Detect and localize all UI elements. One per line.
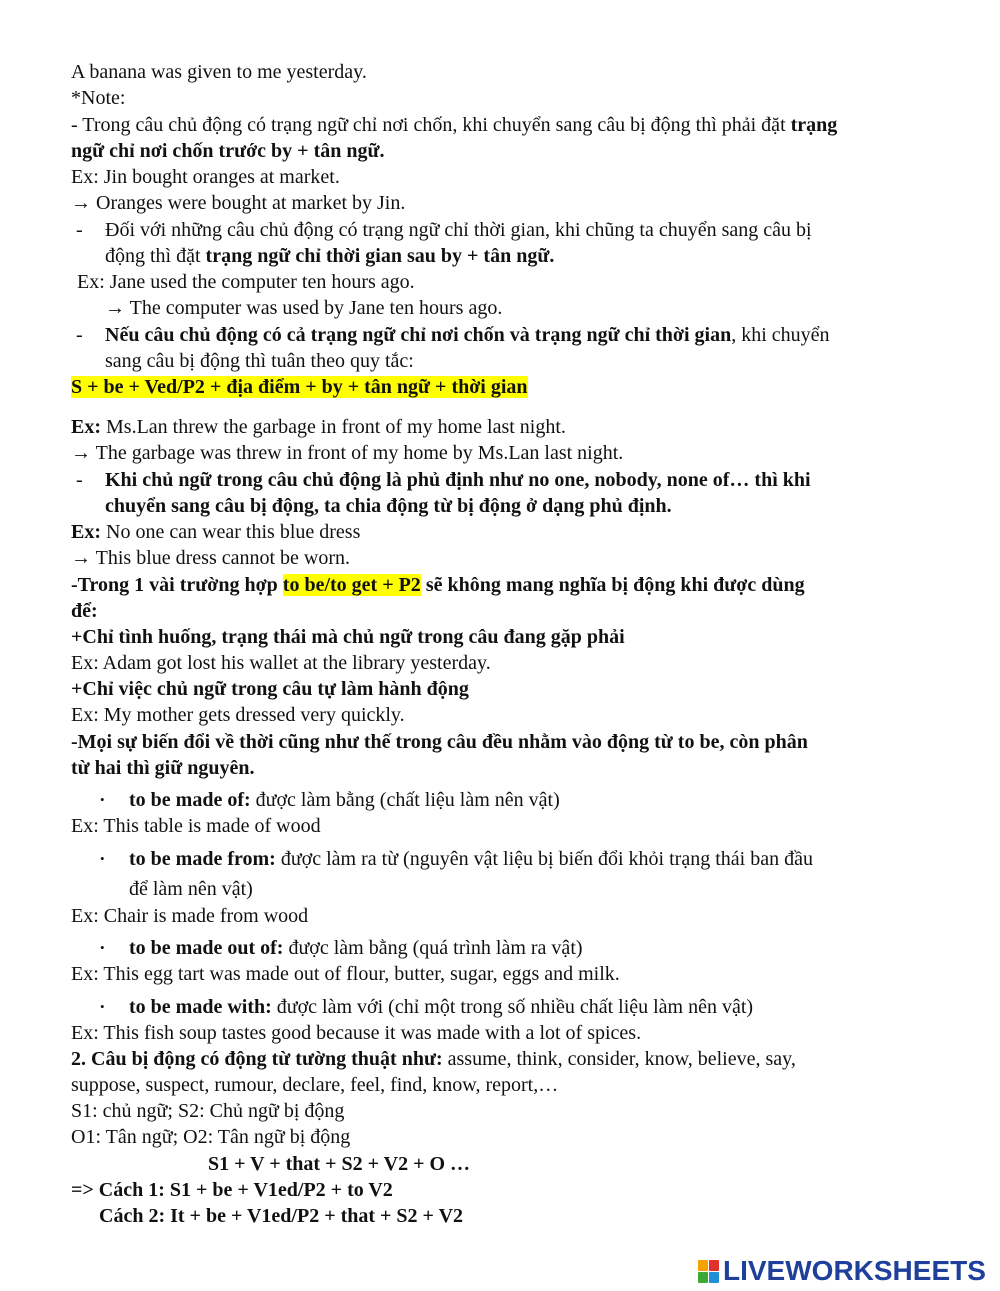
- text-span: được làm bằng (chất liệu làm nên vật): [250, 789, 560, 811]
- bullet-marker: •: [100, 851, 105, 866]
- bullet-item: [129, 994, 753, 1020]
- bullet-item: [129, 846, 813, 872]
- text-span: assume, think, consider, know, believe, say,: [442, 1048, 796, 1070]
- text-span: Ms.Lan threw the garbage in front of my home last night.: [101, 416, 566, 438]
- formula-line: Cách 2: It + be + V1ed/P2 + that + S2 + V2: [99, 1205, 464, 1227]
- bullet-item: [129, 935, 583, 961]
- example-line: Ex: This fish soup tastes good because it was made with a lot of spices.: [71, 1022, 642, 1044]
- bold-span: 2. Câu bị động có động từ tường thuật như:: [71, 1048, 443, 1070]
- bullet-marker: •: [100, 999, 105, 1014]
- text-line: ngữ chỉ nơi chốn trước by + tân ngữ.: [71, 140, 385, 162]
- answer-line: → The computer was used by Jane ten hours ago.: [105, 297, 503, 319]
- text-line: O1: Tân ngữ; O2: Tân ngữ bị động: [71, 1126, 351, 1148]
- highlighted-formula: S + be + Ved/P2 + địa điểm + by + tân ngữ + thời gian: [71, 376, 528, 398]
- formula-line: [71, 374, 528, 400]
- bold-span: Nếu câu chủ động có cả trạng ngữ chỉ nơi chốn và trạng ngữ chỉ thời gian: [105, 324, 732, 346]
- example-line: Ex: Adam got lost his wallet at the library yesterday.: [71, 652, 491, 674]
- bold-span: trạng ngữ chỉ thời gian sau by + tân ngữ.: [205, 245, 555, 267]
- bold-span: to be made from:: [129, 848, 276, 870]
- example-line: [71, 414, 566, 440]
- text-span: No one can wear this blue dress: [101, 521, 361, 543]
- ex-label: Ex:: [71, 416, 101, 438]
- dash-marker: -: [76, 469, 83, 491]
- text-line: từ hai thì giữ nguyên.: [71, 757, 255, 779]
- text-line: -Mọi sự biến đổi về thời cũng như thế trong câu đều nhằm vào động từ to be, còn phân: [71, 731, 808, 753]
- answer-line: → The garbage was threw in front of my home by Ms.Lan last night.: [71, 442, 624, 464]
- bullet-item: [129, 787, 560, 813]
- example-line: Ex: This table is made of wood: [71, 815, 321, 837]
- text-span: , khi chuyển: [731, 324, 830, 346]
- section-heading: [71, 1046, 796, 1072]
- text-line: +Chỉ việc chủ ngữ trong câu tự làm hành động: [71, 678, 469, 700]
- text-span: được làm với (chỉ một trong số nhiều chất liệu làm nên vật): [271, 996, 754, 1018]
- note-heading: *Note:: [71, 87, 126, 109]
- bold-span: to be made out of:: [129, 937, 284, 959]
- answer-line: → Oranges were bought at market by Jin.: [71, 192, 406, 214]
- text-line: S1: chủ ngữ; S2: Chủ ngữ bị động: [71, 1100, 345, 1122]
- text-line: A banana was given to me yesterday.: [71, 61, 367, 83]
- dash-marker: -: [76, 324, 83, 346]
- example-line: [71, 519, 360, 545]
- bullet-item-continuation: để làm nên vật): [129, 878, 253, 900]
- text-line: +Chỉ tình huống, trạng thái mà chủ ngữ trong câu đang gặp phải: [71, 626, 625, 648]
- formula-line: => Cách 1: S1 + be + V1ed/P2 + to V2: [71, 1179, 393, 1201]
- text-line: [105, 322, 830, 348]
- text-line: chuyển sang câu bị động, ta chia động từ bị động ở dạng phủ định.: [105, 495, 672, 517]
- text-span: động thì đặt: [105, 245, 206, 267]
- bold-span: to be made of:: [129, 789, 251, 811]
- text-span: được làm ra từ (nguyên vật liệu bị biến đổi khỏi trạng thái ban đầu: [275, 848, 813, 870]
- text-span: sẽ không mang nghĩa bị động khi được dùng: [420, 574, 805, 596]
- liveworksheets-logo: [698, 1256, 986, 1286]
- bullet-marker: •: [100, 940, 105, 955]
- example-line: Ex: Chair is made from wood: [71, 905, 309, 927]
- brand-name: LIVEWORKSHEETS: [723, 1255, 986, 1286]
- ex-label: Ex:: [71, 521, 101, 543]
- example-line: Ex: My mother gets dressed very quickly.: [71, 704, 405, 726]
- text-line: Khi chủ ngữ trong câu chủ động là phủ định như no one, nobody, none of… thì khi: [105, 469, 811, 491]
- formula-line: S1 + V + that + S2 + V2 + O …: [208, 1153, 471, 1175]
- dash-marker: -: [76, 219, 83, 241]
- text-line: để:: [71, 600, 98, 622]
- text-line: sang câu bị động thì tuân theo quy tắc:: [105, 350, 414, 372]
- example-line: Ex: Jane used the computer ten hours ago.: [77, 271, 415, 293]
- bullet-marker: •: [100, 792, 105, 807]
- text-line: Đối với những câu chủ động có trạng ngữ chỉ thời gian, khi chũng ta chuyển sang câu bị: [105, 219, 812, 241]
- example-line: Ex: Jin bought oranges at market.: [71, 166, 340, 188]
- bold-span: to be made with:: [129, 996, 272, 1018]
- text-line: [105, 243, 554, 269]
- text-span: - Trong câu chủ động có trạng ngữ chỉ nơi chốn, khi chuyển sang câu bị động thì phải đặt: [71, 114, 791, 136]
- text-line: suppose, suspect, rumour, declare, feel, find, know, report,…: [71, 1074, 559, 1096]
- answer-line: → This blue dress cannot be worn.: [71, 547, 351, 569]
- example-line: Ex: This egg tart was made out of flour, butter, sugar, eggs and milk.: [71, 963, 620, 985]
- text-span: -Trong 1 vài trường hợp: [71, 574, 283, 596]
- bold-span: trạng: [790, 114, 838, 136]
- text-line: [71, 572, 805, 598]
- logo-mark-icon: [698, 1260, 719, 1283]
- highlighted-phrase: to be/to get + P2: [282, 574, 421, 596]
- text-line: [71, 112, 837, 138]
- text-span: được làm bằng (quá trình làm ra vật): [283, 937, 583, 959]
